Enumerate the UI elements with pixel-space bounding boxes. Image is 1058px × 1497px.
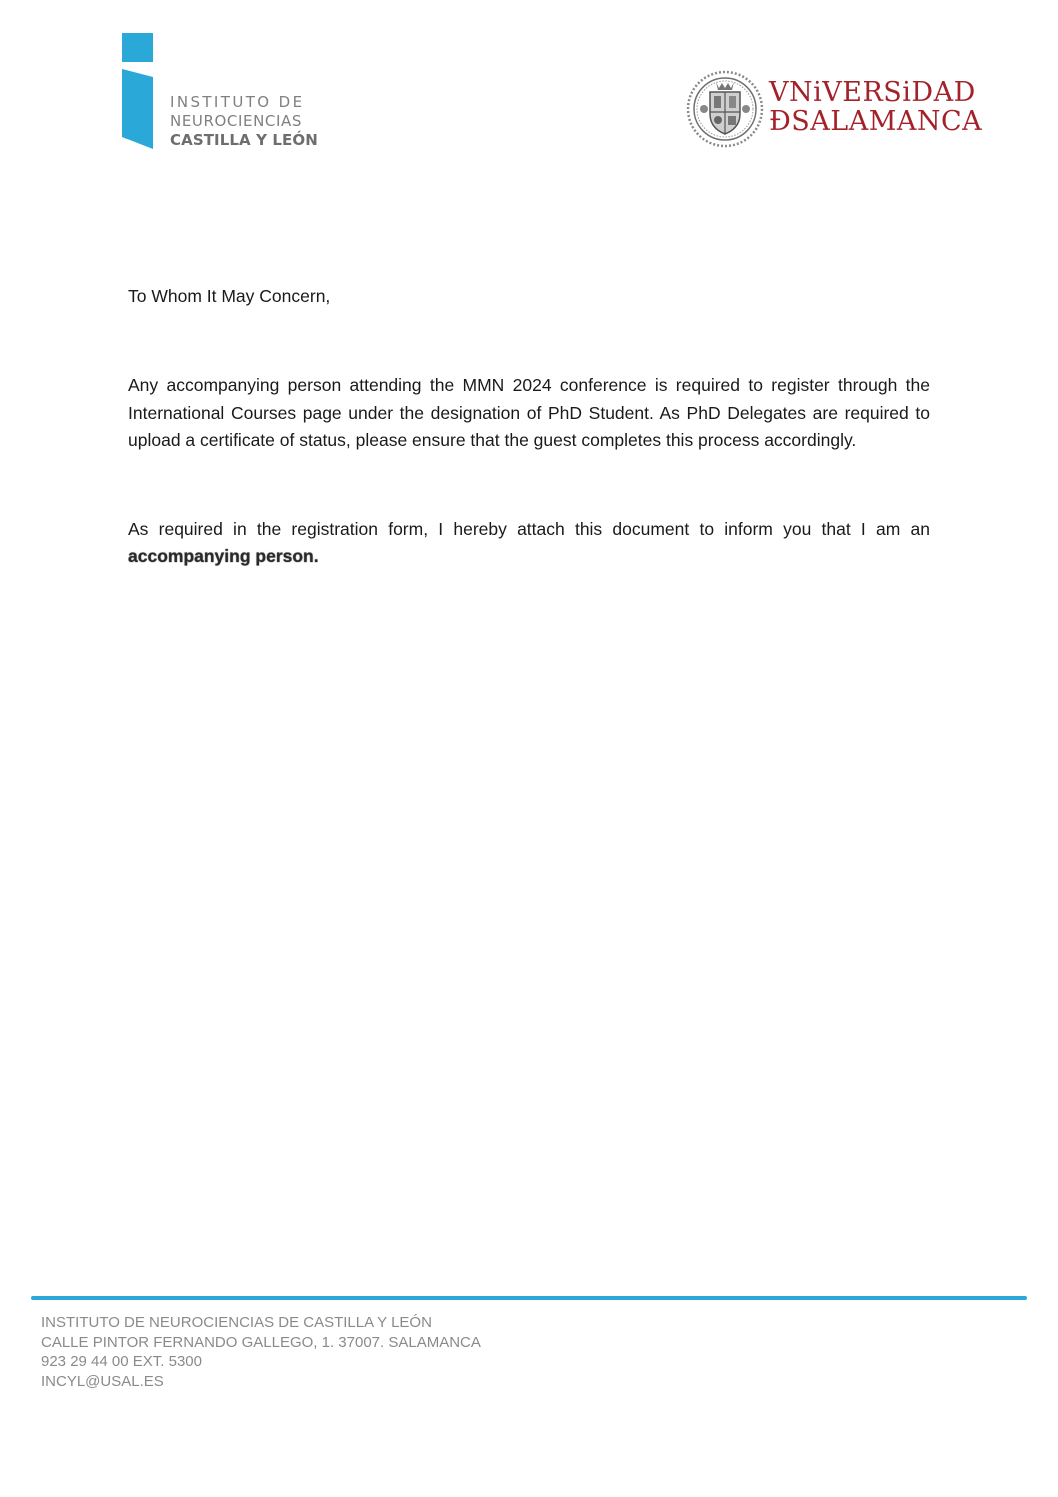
university-seal-icon — [686, 70, 764, 148]
paragraph-attachment — [128, 516, 930, 571]
footer-divider — [31, 1296, 1027, 1300]
salutation: To Whom It May Concern, — [128, 286, 331, 306]
footer-address — [41, 1313, 481, 1391]
incyl-logo — [122, 33, 362, 153]
incyl-logo-mark-icon — [122, 33, 154, 149]
usal-logo-line2: ÐSALAMANCA — [769, 106, 983, 137]
usal-logo-line1: VNiVERSiDAD — [769, 77, 976, 108]
incyl-logo-line1: INSTITUTO DE — [170, 93, 305, 111]
paragraph-registration: Any accompanying person attending the MMN 2024 conference is required to register through the International Courses page under the designation of PhD Student. As PhD Delegates are required to upload a certificate of status, please ensure that the guest completes this process accordingly. — [128, 375, 930, 450]
footer-street-address: CALLE PINTOR FERNANDO GALLEGO, 1. 37007. SALAMANCA — [41, 1333, 481, 1351]
accompanying-person-highlight: accompanying person. — [128, 546, 319, 567]
usal-logo — [686, 68, 986, 148]
footer-email: INCYL@USAL.ES — [41, 1372, 164, 1390]
incyl-logo-line3: CASTILLA Y LEÓN — [170, 131, 318, 149]
letter-body — [128, 283, 930, 571]
incyl-logo-text — [170, 93, 318, 150]
footer-institute-name: INSTITUTO DE NEUROCIENCIAS DE CASTILLA Y LEÓN — [41, 1314, 432, 1331]
paragraph-attachment-lead: As required in the registration form, I hereby attach this document to inform you that I am an — [128, 519, 930, 540]
usal-logo-text — [769, 78, 982, 136]
footer-phone: 923 29 44 00 EXT. 5300 — [41, 1353, 202, 1371]
incyl-logo-line2: NEUROCIENCIAS — [170, 112, 302, 130]
